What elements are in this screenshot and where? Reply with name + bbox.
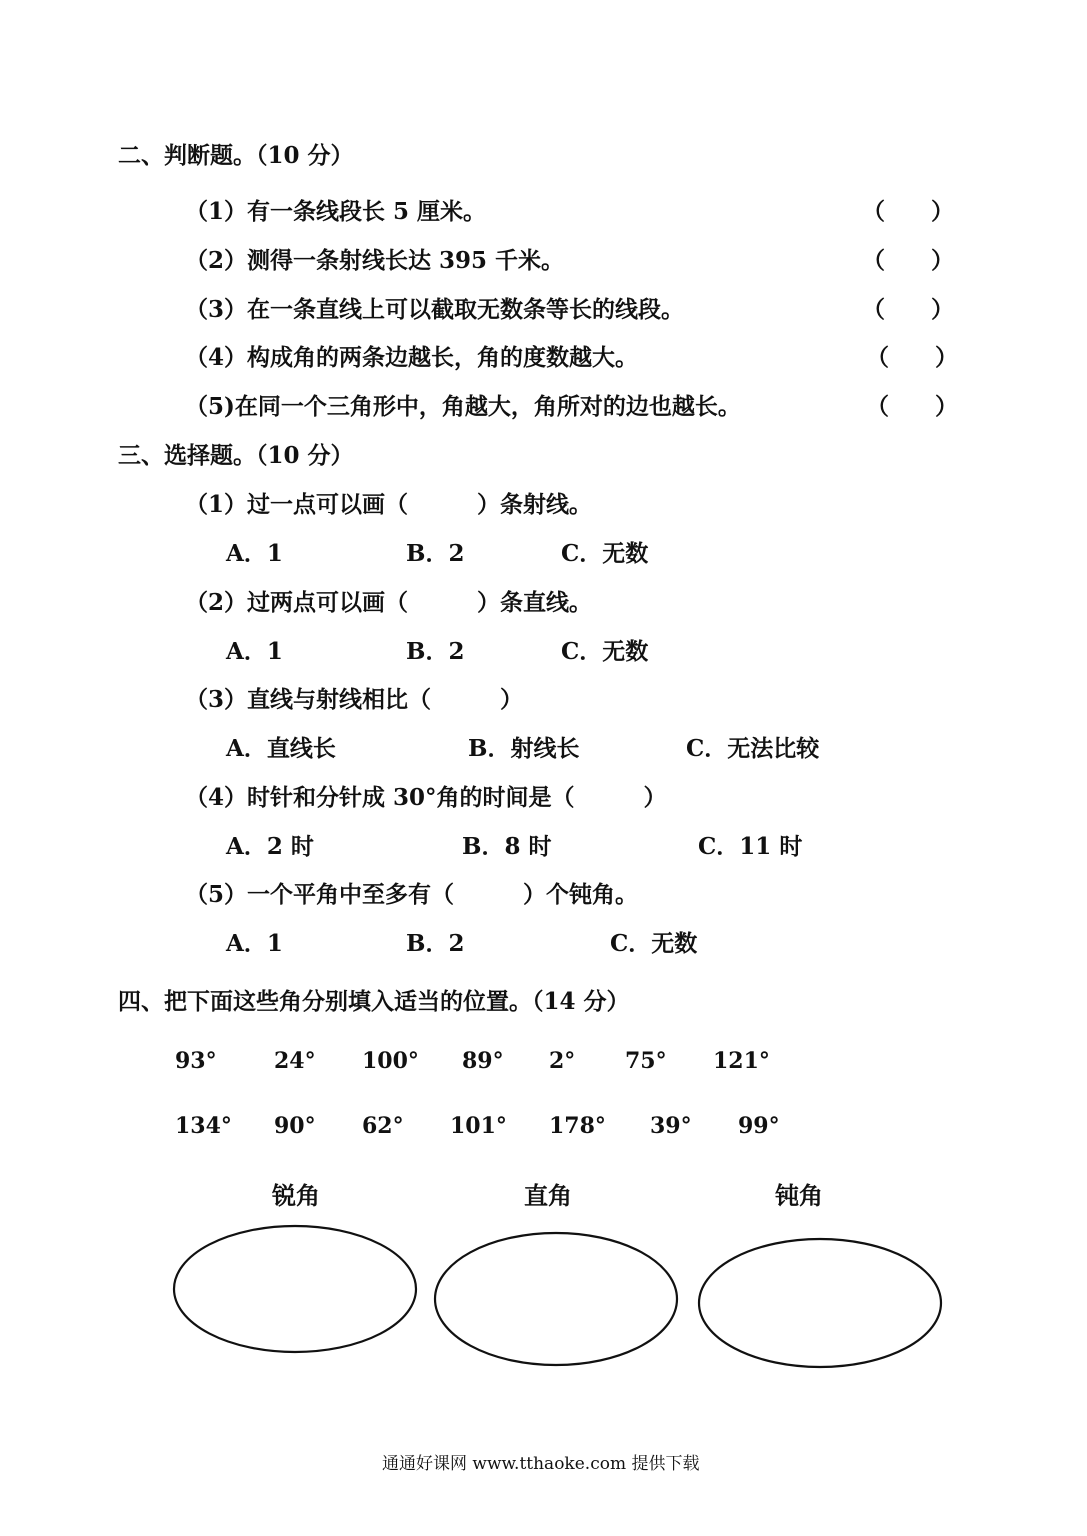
section-4-title: 四、把下面这些角分别填入适当的位置。（14 分） [118, 988, 630, 1015]
judge-item-1: （1）有一条线段长 5 厘米。 [185, 198, 487, 225]
section-2-title: 二、判断题。（10 分） [118, 142, 354, 169]
choice-1-option-a[interactable]: A．1 [226, 540, 283, 567]
angle-value[interactable]: 99° [738, 1113, 780, 1139]
angle-value[interactable]: 178° [549, 1113, 606, 1139]
judge-answer-4[interactable]: （ ） [866, 344, 958, 371]
choice-question-1: （1）过一点可以画（ ）条射线。 [185, 491, 593, 518]
choice-5-option-b[interactable]: B．2 [406, 930, 465, 957]
angle-value[interactable]: 93° [175, 1048, 217, 1074]
category-label-obtuse: 钝角 [775, 1181, 823, 1210]
judge-answer-1[interactable]: （ ） [862, 198, 954, 225]
choice-1-option-b[interactable]: B．2 [406, 540, 465, 567]
choice-5-option-c[interactable]: C．无数 [610, 930, 698, 957]
angle-value[interactable]: 89° [462, 1048, 504, 1074]
judge-item-4: （4）构成角的两条边越长，角的度数越大。 [185, 344, 639, 371]
choice-question-3: （3）直线与射线相比（ ） [185, 686, 524, 713]
footer-credit: 通通好课网 www.tthaoke.com 提供下载 [382, 1454, 700, 1474]
choice-3-option-a[interactable]: A．直线长 [226, 735, 336, 762]
choice-2-option-c[interactable]: C．无数 [561, 638, 649, 665]
section-3-title: 三、选择题。（10 分） [118, 442, 354, 469]
judge-item-2: （2）测得一条射线长达 395 千米。 [185, 247, 565, 274]
choice-2-option-b[interactable]: B．2 [406, 638, 465, 665]
angle-value[interactable]: 121° [713, 1048, 770, 1074]
choice-3-option-c[interactable]: C．无法比较 [686, 735, 820, 762]
choice-1-option-c[interactable]: C．无数 [561, 540, 649, 567]
angle-value[interactable]: 62° [362, 1113, 404, 1139]
angle-value[interactable]: 101° [450, 1113, 507, 1139]
choice-5-option-a[interactable]: A．1 [226, 930, 283, 957]
angle-value[interactable]: 75° [625, 1048, 667, 1074]
choice-question-2: （2）过两点可以画（ ）条直线。 [185, 589, 593, 616]
judge-answer-3[interactable]: （ ） [862, 296, 954, 323]
choice-4-option-a[interactable]: A．2 时 [226, 833, 314, 860]
judge-item-3: （3）在一条直线上可以截取无数条等长的线段。 [185, 296, 685, 323]
choice-3-option-b[interactable]: B．射线长 [468, 735, 580, 762]
choice-4-option-b[interactable]: B．8 时 [462, 833, 552, 860]
angle-value[interactable]: 100° [362, 1048, 419, 1074]
judge-item-5: （5)在同一个三角形中，角越大，角所对的边也越长。 [185, 393, 741, 420]
angle-value[interactable]: 90° [274, 1113, 316, 1139]
obtuse-answer-oval[interactable] [699, 1239, 941, 1367]
choice-4-option-c[interactable]: C．11 时 [698, 833, 803, 860]
acute-answer-oval[interactable] [174, 1226, 416, 1352]
choice-2-option-a[interactable]: A．1 [226, 638, 283, 665]
choice-question-5: （5）一个平角中至多有（ ）个钝角。 [185, 881, 639, 908]
category-label-right: 直角 [524, 1181, 572, 1210]
judge-answer-5[interactable]: （ ） [866, 393, 958, 420]
judge-answer-2[interactable]: （ ） [862, 247, 954, 274]
angle-value[interactable]: 2° [549, 1048, 576, 1074]
choice-question-4: （4）时针和分针成 30°角的时间是（ ） [185, 784, 667, 811]
right-answer-oval[interactable] [435, 1233, 677, 1365]
category-label-acute: 锐角 [272, 1181, 320, 1210]
angle-value[interactable]: 24° [274, 1048, 316, 1074]
angle-value[interactable]: 39° [650, 1113, 692, 1139]
angle-value[interactable]: 134° [175, 1113, 232, 1139]
